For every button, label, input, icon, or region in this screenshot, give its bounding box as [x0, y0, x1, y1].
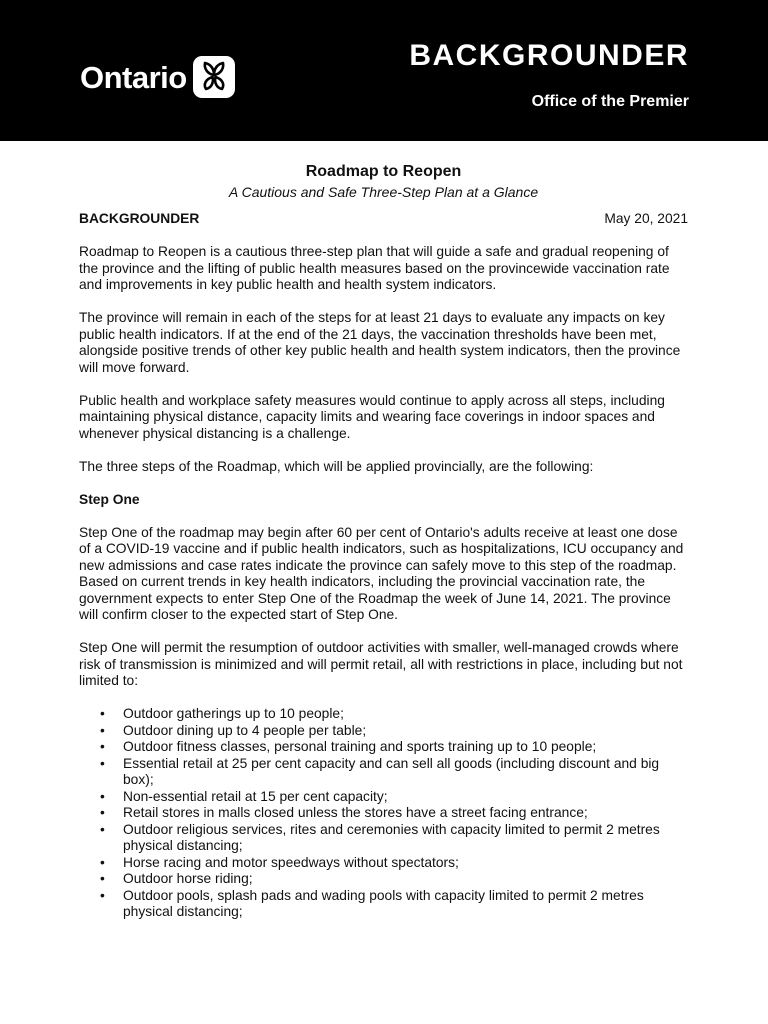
- list-item: • Outdoor dining up to 4 people per table;: [79, 723, 688, 740]
- paragraph: Public health and workplace safety measures would continue to apply across all steps, including maintaining physical distance, capacity limits and wearing face coverings in indoor spaces and whenever physical distancing is a challenge.: [79, 392, 665, 441]
- banner-subtitle: Office of the Premier: [531, 93, 689, 110]
- list-item: • Outdoor pools, splash pads and wading pools with capacity limited to permit 2 metres physical distancing;: [79, 888, 688, 921]
- ontario-logo: [80, 56, 235, 98]
- document-date: May 20, 2021: [604, 211, 688, 226]
- header-banner: [0, 0, 768, 141]
- list-item: • Non-essential retail at 15 per cent capacity;: [79, 789, 688, 806]
- list-item: • Essential retail at 25 per cent capacity and can sell all goods (including discount and big box);: [79, 756, 688, 789]
- trillium-icon: [193, 56, 235, 98]
- list-item: • Retail stores in malls closed unless the stores have a street facing entrance;: [79, 805, 688, 822]
- document-body: [79, 162, 688, 921]
- step-one-heading: Step One: [79, 491, 140, 507]
- paragraph: The three steps of the Roadmap, which will be applied provincially, are the following:: [79, 458, 594, 474]
- paragraph: Step One will permit the resumption of outdoor activities with smaller, well-managed crowds where risk of transmission is minimized and will permit retail, all with restrictions in place, including but not limited to:: [79, 640, 683, 688]
- paragraph: The province will remain in each of the steps for at least 21 days to evaluate any impacts on key public health indicators. If at the end of the 21 days, the vaccination thresholds have been met, alongside positive trends of other key public health and health system indicators, then the province will move forward.: [79, 310, 681, 375]
- step-one-list: [79, 706, 688, 921]
- list-item: • Outdoor horse riding;: [79, 871, 688, 888]
- document-label: BACKGROUNDER: [79, 211, 200, 226]
- list-item: • Outdoor gatherings up to 10 people;: [79, 706, 688, 723]
- list-item: • Horse racing and motor speedways without spectators;: [79, 855, 688, 872]
- banner-title: BACKGROUNDER: [409, 39, 689, 72]
- list-item: • Outdoor religious services, rites and ceremonies with capacity limited to permit 2 metres physical distancing;: [79, 822, 688, 855]
- document-meta: [79, 211, 688, 228]
- list-item: • Outdoor fitness classes, personal training and sports training up to 10 people;: [79, 739, 688, 756]
- document-title: Roadmap to Reopen: [305, 163, 462, 180]
- logo-text: Ontario: [80, 59, 187, 95]
- paragraph: Step One of the roadmap may begin after 60 per cent of Ontario's adults receive at least one dose of a COVID-19 vaccine and if public health indicators, such as hospitalizations, ICU occupancy and new admissions and case rates indicate the province can safely move to this step of the roadmap. Based on current trends in key health indicators, including the provincial vaccination rate, the government expects to enter Step One of the Roadmap the week of June 14, 2021. The province will confirm closer to the expected start of Step One.: [79, 524, 684, 622]
- paragraph: Roadmap to Reopen is a cautious three-step plan that will guide a safe and gradual reopening of the province and the lifting of public health measures based on the provincewide vaccination rate and improvements in key public health and health system indicators.: [79, 244, 670, 292]
- document-subtitle: A Cautious and Safe Three-Step Plan at a Glance: [228, 184, 539, 200]
